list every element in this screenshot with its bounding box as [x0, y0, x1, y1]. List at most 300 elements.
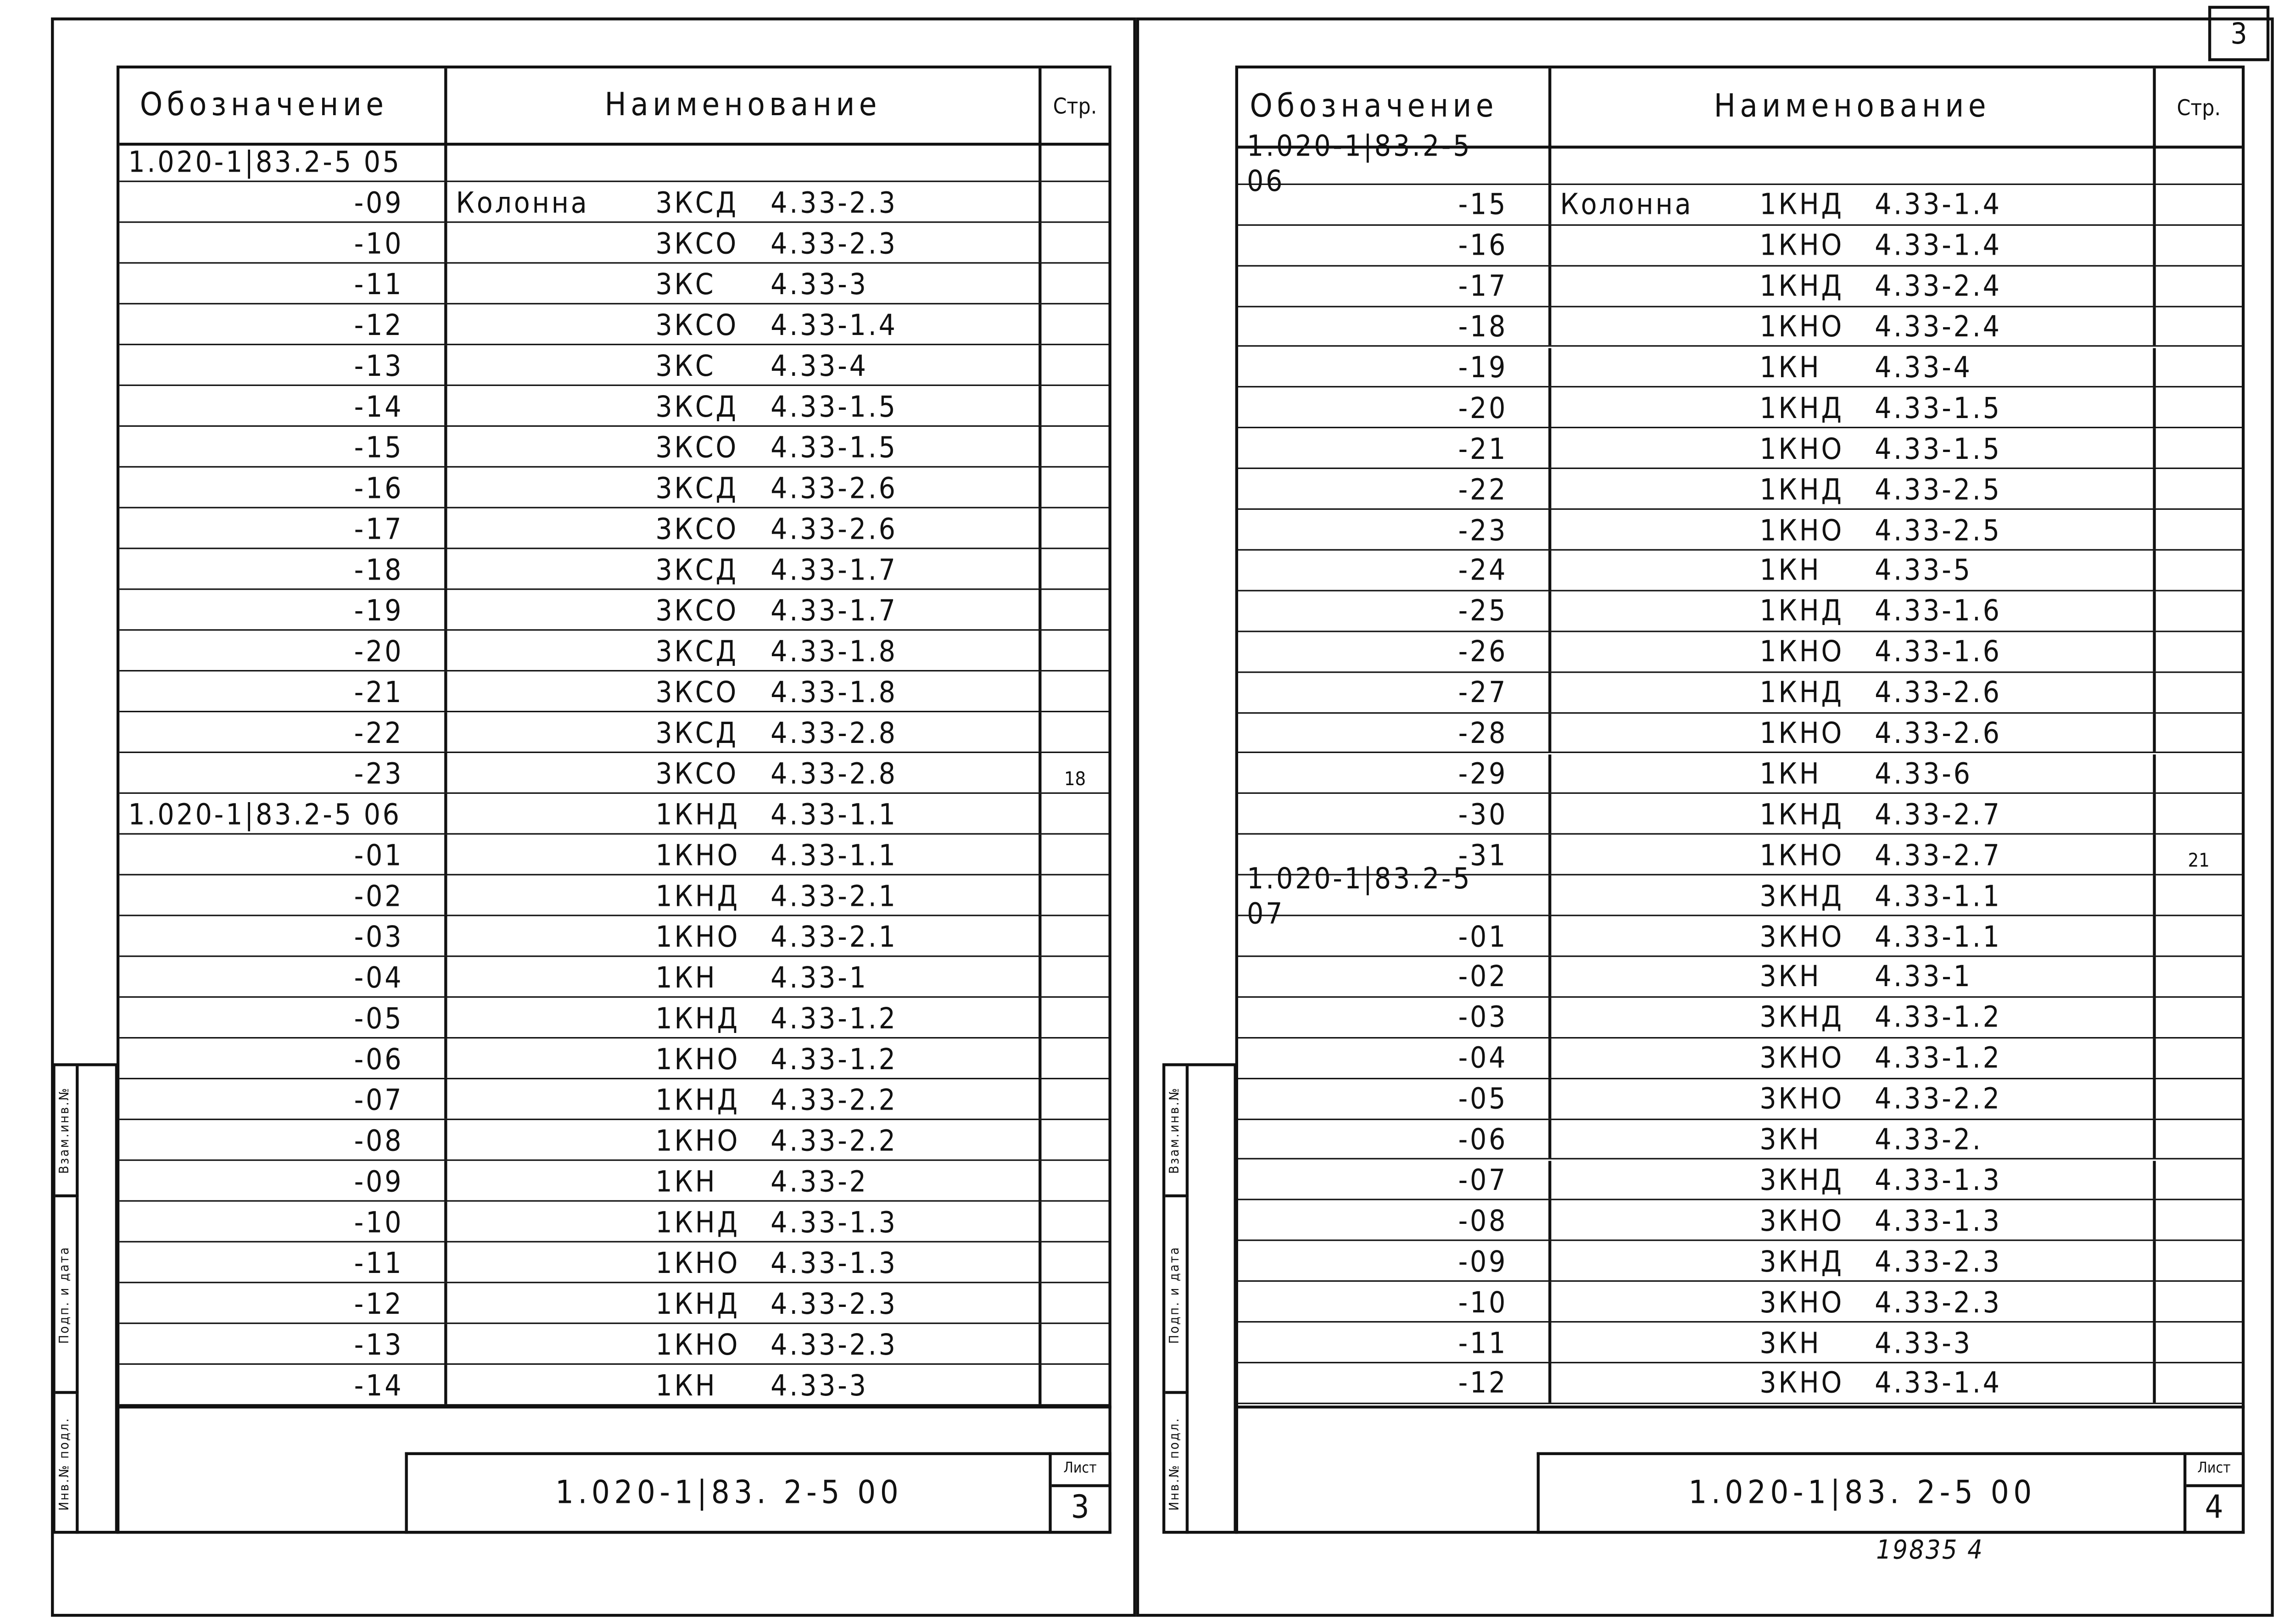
- row-type: 1КНО: [655, 918, 740, 954]
- row-spec: 4.33-2.3: [1875, 1284, 2002, 1319]
- right-sheet-box: [2183, 1452, 2245, 1534]
- row-page: [2156, 916, 2242, 955]
- table-row: [119, 468, 1108, 508]
- row-page: [1041, 876, 1108, 915]
- row-type: 3КНД: [1759, 877, 1844, 913]
- row-type: 1КНО: [1759, 512, 1844, 547]
- row-type: 3КСД: [655, 551, 738, 586]
- table-row: [119, 386, 1108, 427]
- row-spec: 4.33-1.7: [771, 592, 898, 627]
- row-designation: -01: [1238, 916, 1551, 955]
- row-name-cell: [447, 549, 1041, 589]
- row-name-cell: [1551, 1363, 2156, 1402]
- row-designation: -06: [1238, 1120, 1551, 1159]
- table-row: [1238, 1079, 2242, 1120]
- row-name-cell: [447, 1365, 1041, 1404]
- right-spec-table: [1235, 66, 2245, 1409]
- row-spec: 4.33-2.1: [771, 877, 898, 913]
- row-page: [1041, 345, 1108, 385]
- header-page: Стр.: [2177, 94, 2221, 120]
- row-name-cell: [1551, 591, 2156, 630]
- row-designation: -30: [1238, 794, 1551, 833]
- row-spec: 4.33-2.2: [1875, 1081, 2002, 1116]
- row-name-cell: [447, 223, 1041, 262]
- right-side-stamp: [1162, 1063, 1237, 1534]
- row-page: [2156, 998, 2242, 1037]
- row-page: 18: [1064, 769, 1086, 791]
- row-name-cell: [447, 1120, 1041, 1160]
- row-designation: -22: [1238, 469, 1551, 508]
- row-spec: 4.33-3: [1875, 1324, 1972, 1360]
- row-page: [1041, 998, 1108, 1037]
- sheet-number: 3: [1071, 1490, 1089, 1527]
- row-name-cell: [1551, 672, 2156, 711]
- row-designation: -06: [119, 1038, 447, 1078]
- row-designation: 1.020-1|83.2-5 06: [119, 794, 447, 833]
- row-designation: -13: [119, 1324, 447, 1363]
- row-name-cell: [447, 386, 1041, 425]
- row-name-cell: [1551, 1241, 2156, 1280]
- row-page: [1041, 712, 1108, 752]
- row-designation: -25: [1238, 591, 1551, 630]
- row-page: [2156, 1282, 2242, 1321]
- row-spec: 4.33-1.5: [771, 429, 898, 464]
- corner-sheet-number: 3: [2208, 6, 2269, 61]
- row-name-cell: [447, 304, 1041, 344]
- row-name-cell: [447, 1202, 1041, 1241]
- stamp-label: Инв.№ подл.: [1168, 1417, 1183, 1511]
- row-spec: 4.33-5: [1875, 552, 1972, 588]
- row-designation: -10: [119, 1202, 447, 1241]
- row-spec: 4.33-1.3: [1875, 1203, 2002, 1238]
- row-spec: 4.33-1.2: [771, 1000, 898, 1035]
- row-spec: 4.33-2.6: [1875, 675, 2002, 710]
- row-type: 1КНО: [1759, 634, 1844, 669]
- row-name-cell: [1551, 1201, 2156, 1240]
- row-page: [2156, 469, 2242, 508]
- sheet-label: Лист: [1052, 1455, 1109, 1487]
- row-type: 1КН: [1759, 756, 1821, 791]
- table-row: [119, 427, 1108, 468]
- row-type: 3КНО: [1759, 1081, 1844, 1116]
- row-name-cell: [447, 753, 1041, 792]
- row-page: [1041, 223, 1108, 262]
- row-type: 3КНО: [1759, 1365, 1844, 1401]
- row-spec: 4.33-1.7: [771, 551, 898, 586]
- row-page: [1041, 1283, 1108, 1323]
- table-row: [119, 1324, 1108, 1365]
- row-page: [2156, 794, 2242, 833]
- row-page: [1041, 264, 1108, 303]
- row-designation: -31: [1238, 835, 1551, 874]
- row-spec: 4.33-2.8: [771, 714, 898, 750]
- row-page: [1041, 1038, 1108, 1078]
- table-row: [1238, 998, 2242, 1038]
- row-designation: -04: [119, 957, 447, 996]
- row-type: 1КН: [655, 1367, 717, 1402]
- row-spec: 4.33-2.2: [771, 1122, 898, 1157]
- table-row: [1238, 347, 2242, 388]
- row-designation: 1.020-1|83.2-5 06: [1238, 144, 1551, 183]
- table-row: [119, 957, 1108, 998]
- section-row: [119, 141, 1108, 182]
- table-row: [1238, 510, 2242, 551]
- row-name-cell: [1551, 144, 2156, 183]
- row-page: [1041, 182, 1108, 222]
- row-page: [1041, 386, 1108, 425]
- row-spec: 4.33-1.5: [1875, 430, 2002, 466]
- table-row: [119, 1202, 1108, 1243]
- row-name-cell: [447, 468, 1041, 507]
- row-page: [2156, 144, 2242, 183]
- row-type: 1КН: [655, 1163, 717, 1198]
- row-type: 3КСО: [655, 674, 739, 709]
- row-type: 1КНО: [655, 1326, 740, 1362]
- row-page: [2156, 1160, 2242, 1199]
- row-name-cell: [447, 957, 1041, 996]
- stamp-sign-date: [1165, 1197, 1189, 1394]
- table-row: [119, 1120, 1108, 1161]
- row-type: 1КНД: [655, 1000, 740, 1035]
- row-spec: 4.33-3: [771, 1367, 868, 1402]
- row-page: 21: [2188, 851, 2210, 873]
- table-row: [1238, 794, 2242, 835]
- row-type: 3КНД: [1759, 1243, 1844, 1279]
- table-row: [1238, 957, 2242, 998]
- row-designation: -18: [1238, 307, 1551, 346]
- row-name-cell: [447, 998, 1041, 1037]
- row-spec: 4.33-2.3: [1875, 1243, 2002, 1279]
- row-type: 3КС: [655, 347, 716, 383]
- table-row: [1238, 754, 2242, 795]
- row-type: 3КНД: [1759, 1162, 1844, 1197]
- table-row: [119, 223, 1108, 264]
- row-spec: 4.33-1.4: [1875, 187, 2002, 222]
- row-page: [2156, 1201, 2242, 1240]
- table-row: [119, 508, 1108, 549]
- row-spec: 4.33-1: [1875, 959, 1972, 994]
- row-name-cell: [447, 264, 1041, 303]
- row-type: 1КНД: [655, 796, 740, 831]
- row-name-cell: [1551, 1079, 2156, 1118]
- table-row: [119, 753, 1108, 794]
- table-row: [119, 998, 1108, 1038]
- table-row: [1238, 632, 2242, 673]
- row-page: [2156, 713, 2242, 752]
- row-spec: 4.33-2.: [1875, 1122, 1983, 1157]
- row-designation: -19: [1238, 347, 1551, 386]
- row-name-cell: [1551, 1323, 2156, 1362]
- row-page: [1041, 304, 1108, 344]
- row-type: 3КСО: [655, 307, 739, 342]
- row-designation: -05: [1238, 1079, 1551, 1118]
- row-type: 1КНД: [655, 1081, 740, 1116]
- row-designation: -23: [119, 753, 447, 792]
- row-designation: -11: [119, 264, 447, 303]
- row-page: [2156, 307, 2242, 346]
- row-name-cell: [1551, 916, 2156, 955]
- row-name-cell: [447, 182, 1041, 222]
- row-spec: 4.33-2.7: [1875, 796, 2002, 832]
- row-name-cell: [447, 631, 1041, 670]
- row-spec: 4.33-2.3: [771, 225, 898, 260]
- row-page: [2156, 551, 2242, 590]
- row-designation: -20: [119, 631, 447, 670]
- row-page: [2156, 632, 2242, 671]
- stamp-replace-inv: [56, 1066, 79, 1197]
- table-row: [119, 1161, 1108, 1202]
- row-page: [1041, 468, 1108, 507]
- header-designation: Обозначение: [1238, 68, 1551, 145]
- table-row: [1238, 1241, 2242, 1282]
- row-name-cell: [1551, 510, 2156, 549]
- row-spec: 4.33-4: [1875, 349, 1972, 385]
- row-designation: -28: [1238, 713, 1551, 752]
- row-type: 1КН: [1759, 349, 1821, 385]
- sheet-number: 4: [2205, 1490, 2223, 1527]
- stamp-label: Взам.инв.№: [1168, 1087, 1183, 1174]
- row-name-cell: [1551, 957, 2156, 996]
- table-row: [1238, 1363, 2242, 1404]
- row-designation: -05: [119, 998, 447, 1037]
- row-type: 1КНД: [1759, 268, 1844, 303]
- row-name-cell: [1551, 1282, 2156, 1321]
- table-row: [1238, 429, 2242, 469]
- table-row: [119, 916, 1108, 957]
- row-designation: -12: [119, 1283, 447, 1323]
- row-name-cell: [447, 916, 1041, 956]
- stamp-label: Подп. и дата: [58, 1245, 73, 1343]
- row-type: 1КНО: [655, 1040, 740, 1076]
- row-spec: 4.33-2.4: [1875, 309, 2002, 344]
- row-designation: -14: [119, 386, 447, 425]
- table-row: [1238, 225, 2242, 266]
- row-page: [2156, 429, 2242, 468]
- row-type: 1КНД: [655, 877, 740, 913]
- row-spec: 4.33-2.3: [771, 1326, 898, 1362]
- table-row: [1238, 185, 2242, 226]
- row-type: 3КН: [1759, 959, 1821, 994]
- row-page: [1041, 508, 1108, 548]
- row-page: [1041, 1079, 1108, 1119]
- stamp-label: Взам.инв.№: [58, 1087, 73, 1174]
- row-name-cell: [447, 427, 1041, 466]
- row-page: [1041, 590, 1108, 630]
- row-spec: 4.33-4: [771, 347, 868, 383]
- row-page: [1041, 1365, 1108, 1404]
- left-title-code: 1.020-1|83. 2-5 00: [405, 1452, 1050, 1534]
- row-designation: -15: [119, 427, 447, 466]
- row-designation: -08: [119, 1120, 447, 1160]
- header-page: Стр.: [1053, 92, 1097, 119]
- table-row: [119, 1243, 1108, 1284]
- row-name-cell: [1551, 307, 2156, 346]
- table-row: [119, 1038, 1108, 1079]
- row-page: [1041, 835, 1108, 874]
- row-name-cell: [1551, 225, 2156, 264]
- row-page: [1041, 1161, 1108, 1200]
- row-designation: -01: [119, 835, 447, 874]
- row-type: 3КНД: [1759, 999, 1844, 1035]
- row-page: [1041, 549, 1108, 589]
- row-type: 3КСД: [655, 633, 738, 668]
- row-name-cell: [1551, 185, 2156, 224]
- row-type: 1КНО: [655, 1245, 740, 1280]
- row-designation: -07: [119, 1079, 447, 1119]
- row-name-cell: [447, 1243, 1041, 1282]
- table-row: [119, 631, 1108, 671]
- row-spec: 4.33-2.8: [771, 755, 898, 790]
- table-row: [119, 1079, 1108, 1120]
- row-type: 1КН: [655, 959, 717, 994]
- row-designation: -12: [119, 304, 447, 344]
- row-designation: -02: [119, 876, 447, 915]
- row-type: 1КНО: [1759, 227, 1844, 263]
- row-designation: -03: [119, 916, 447, 956]
- table-row: [1238, 307, 2242, 347]
- row-page: [1041, 1202, 1108, 1241]
- row-spec: 4.33-2.5: [1875, 471, 2002, 507]
- table-row: [119, 835, 1108, 876]
- table-row: [1238, 672, 2242, 713]
- row-spec: 4.33-1.5: [1875, 390, 2002, 425]
- row-designation: -17: [1238, 266, 1551, 305]
- row-designation: -24: [1238, 551, 1551, 590]
- row-name-cell: [447, 590, 1041, 630]
- table-row: [1238, 1160, 2242, 1201]
- row-type: 3КСО: [655, 429, 739, 464]
- row-type: 3КН: [1759, 1122, 1821, 1157]
- left-spec-table: [117, 66, 1111, 1409]
- stamp-replace-inv: [1165, 1066, 1189, 1197]
- row-designation: -29: [1238, 754, 1551, 793]
- row-name-cell: [447, 1161, 1041, 1200]
- row-spec: 4.33-2.6: [1875, 715, 2002, 750]
- row-type: 1КНО: [1759, 715, 1844, 750]
- row-type: 3КН: [1759, 1324, 1821, 1360]
- table-row: [1238, 591, 2242, 632]
- row-name: Колонна: [456, 184, 589, 219]
- row-type: 1КНО: [655, 837, 740, 872]
- row-page: [2156, 266, 2242, 305]
- row-designation: -22: [119, 712, 447, 752]
- table-row: [119, 345, 1108, 386]
- row-type: 1КН: [1759, 552, 1821, 588]
- row-designation: -09: [119, 182, 447, 222]
- row-designation: -13: [119, 345, 447, 385]
- row-type: 1КНО: [1759, 837, 1844, 872]
- row-page: [2156, 672, 2242, 711]
- table-row: [119, 1283, 1108, 1324]
- left-side-stamp: [52, 1063, 118, 1534]
- row-designation: -17: [119, 508, 447, 548]
- row-spec: 4.33-2.4: [1875, 268, 2002, 303]
- row-designation: -12: [1238, 1363, 1551, 1402]
- row-name-cell: [447, 141, 1041, 181]
- row-page: [2156, 957, 2242, 996]
- row-name-cell: [1551, 266, 2156, 305]
- row-page: [2156, 347, 2242, 386]
- row-name-cell: [447, 671, 1041, 711]
- section-row: [119, 794, 1108, 835]
- row-spec: 4.33-1.2: [1875, 1040, 2002, 1076]
- row-name-cell: [447, 1324, 1041, 1363]
- row-spec: 4.33-6: [1875, 756, 1972, 791]
- row-name-cell: [1551, 429, 2156, 468]
- row-spec: 4.33-1.1: [1875, 918, 2002, 954]
- row-designation: -26: [1238, 632, 1551, 671]
- row-designation: -03: [1238, 998, 1551, 1037]
- row-spec: 4.33-1.4: [1875, 1365, 2002, 1401]
- table-row: [119, 671, 1108, 712]
- row-spec: 4.33-2.1: [771, 918, 898, 954]
- header-designation: Обозначение: [119, 68, 447, 143]
- row-name-cell: [1551, 835, 2156, 874]
- table-row: [119, 590, 1108, 631]
- row-type: 3КСД: [655, 388, 738, 424]
- row-page: [1041, 141, 1108, 181]
- stamp-label: Подп. и дата: [1168, 1245, 1183, 1343]
- row-designation: -04: [1238, 1038, 1551, 1077]
- header-name: Наименование: [447, 68, 1041, 143]
- row-spec: 4.33-2.7: [1875, 837, 2002, 872]
- row-spec: 4.33-2.2: [771, 1081, 898, 1116]
- row-page: [1041, 1324, 1108, 1363]
- row-type: 1КНД: [1759, 593, 1844, 629]
- row-type: 1КНД: [1759, 675, 1844, 710]
- row-name-cell: [447, 835, 1041, 874]
- row-type: 1КНД: [1759, 187, 1844, 222]
- row-spec: 4.33-2.6: [771, 510, 898, 546]
- row-spec: 4.33-1.1: [771, 796, 898, 831]
- row-spec: 4.33-2.3: [771, 1285, 898, 1321]
- row-designation: -16: [119, 468, 447, 507]
- row-page: [2156, 510, 2242, 549]
- row-page: [2156, 1120, 2242, 1159]
- row-page: [2156, 1038, 2242, 1077]
- row-type: 3КСД: [655, 469, 738, 505]
- row-type: 1КНД: [1759, 471, 1844, 507]
- row-designation: -16: [1238, 225, 1551, 264]
- table-row: [119, 304, 1108, 345]
- row-name-cell: [1551, 1160, 2156, 1199]
- table-row: [1238, 1282, 2242, 1323]
- row-spec: 4.33-1.1: [1875, 877, 2002, 913]
- row-spec: 4.33-1.5: [771, 388, 898, 424]
- row-spec: 4.33-1.3: [1875, 1162, 2002, 1197]
- row-type: 3КСО: [655, 510, 739, 546]
- row-name-cell: [1551, 754, 2156, 793]
- handwritten-note: 19835 4: [1876, 1535, 1984, 1566]
- table-row: [1238, 388, 2242, 429]
- table-row: [1238, 266, 2242, 307]
- row-name-cell: [1551, 1038, 2156, 1077]
- row-spec: 4.33-1: [771, 959, 868, 994]
- row-type: 3КНО: [1759, 1203, 1844, 1238]
- row-page: [1041, 1120, 1108, 1160]
- table-row: [1238, 1201, 2242, 1242]
- table-row: [1238, 713, 2242, 754]
- row-name-cell: [1551, 876, 2156, 915]
- row-name-cell: [447, 794, 1041, 833]
- row-spec: 4.33-1.4: [771, 307, 898, 342]
- row-name-cell: [447, 345, 1041, 385]
- row-type: 1КНО: [1759, 430, 1844, 466]
- header-name: Наименование: [1551, 68, 2156, 145]
- row-page: [1041, 1243, 1108, 1282]
- row-name-cell: [1551, 1120, 2156, 1159]
- row-page: [2156, 1241, 2242, 1280]
